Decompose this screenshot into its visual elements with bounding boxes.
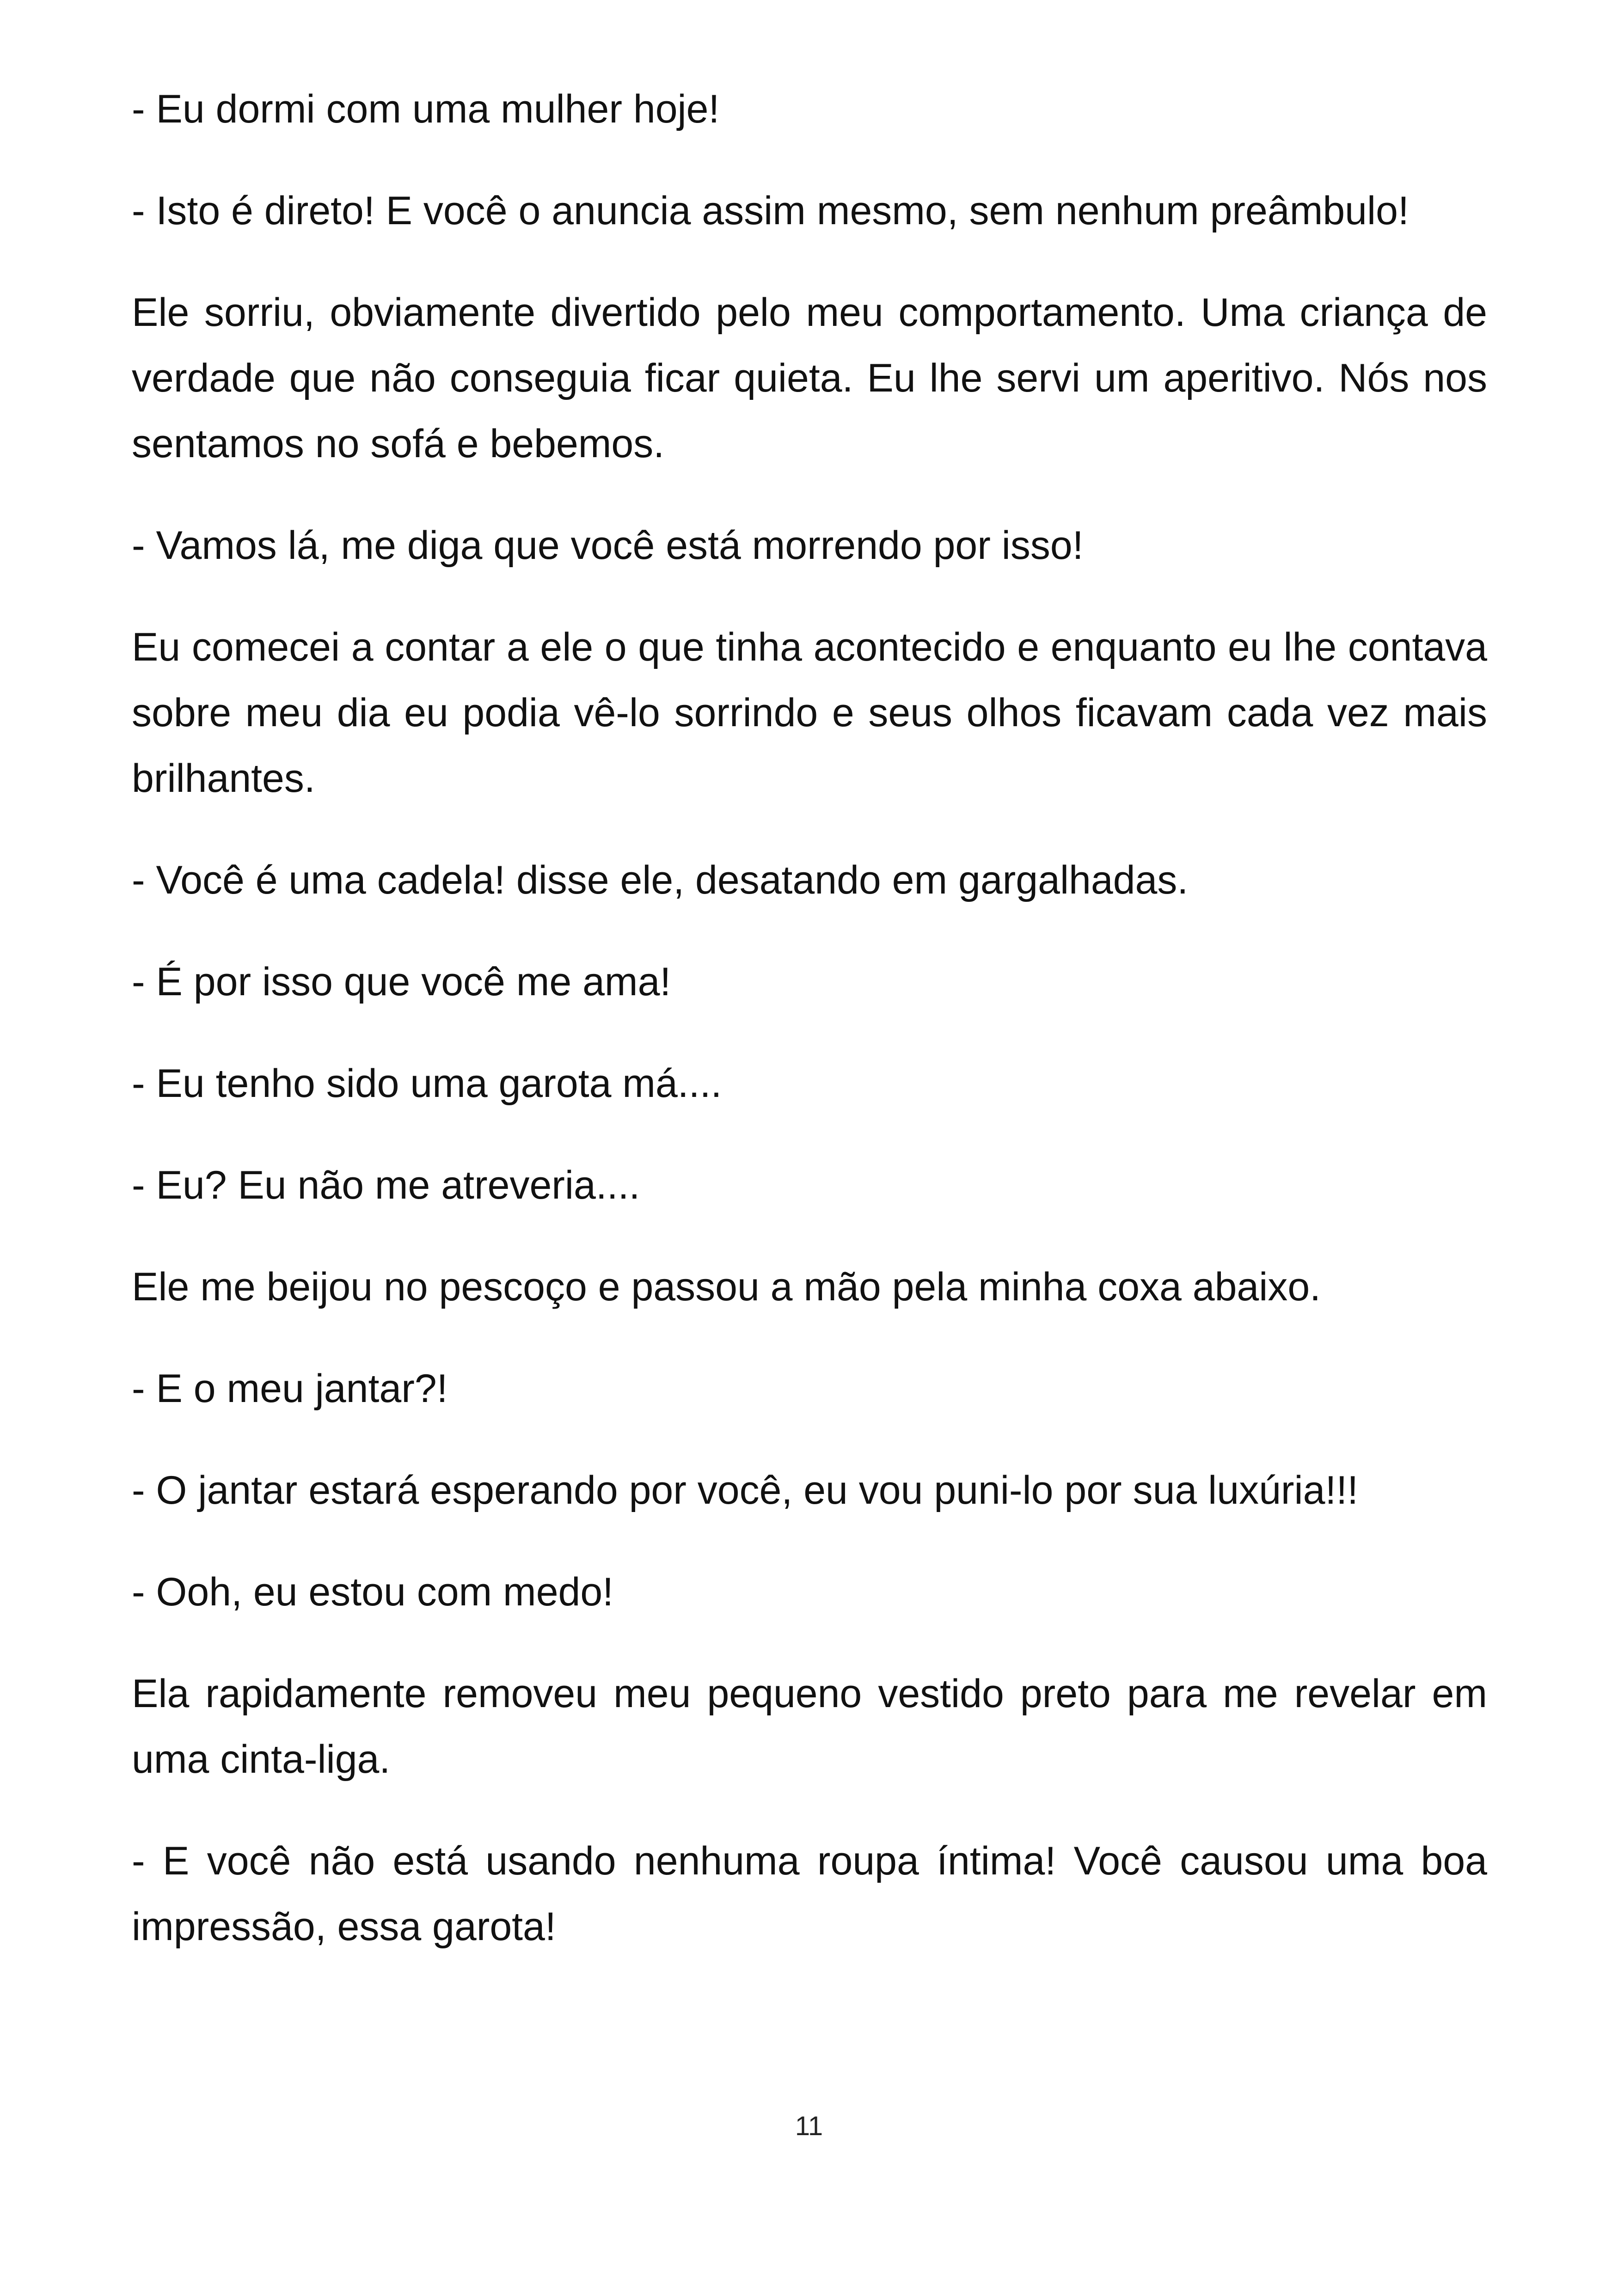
paragraph-15: - E você não está usando nenhuma roupa íntima! Você causou uma boa impressão, essa garota! <box>132 1839 1487 1949</box>
paragraph-4: - Vamos lá, me diga que você está morrendo por isso! <box>132 523 1084 568</box>
paragraph-13: - Ooh, eu estou com medo! <box>132 1570 614 1614</box>
paragraph-3: Ele sorriu, obviamente divertido pelo meu comportamento. Uma criança de verdade que não conseguia ficar quieta. Eu lhe servi um aperitivo. Nós nos sentamos no sofá e bebemos. <box>132 290 1487 466</box>
body-text <box>132 76 1487 1996</box>
paragraph-8: - Eu tenho sido uma garota má.... <box>132 1061 722 1106</box>
paragraph-1: - Eu dormi com uma mulher hoje! <box>132 87 720 131</box>
paragraph-2: - Isto é direto! E você o anuncia assim mesmo, sem nenhum preâmbulo! <box>132 189 1409 233</box>
paragraph-9: - Eu? Eu não me atreveria.... <box>132 1163 640 1207</box>
page-number: 11 <box>795 2111 823 2141</box>
paragraph-12: - O jantar estará esperando por você, eu vou puni-lo por sua luxúria!!! <box>132 1468 1359 1512</box>
paragraph-6: - Você é uma cadela! disse ele, desatando em gargalhadas. <box>132 858 1189 902</box>
paragraph-11: - E o meu jantar?! <box>132 1366 448 1411</box>
paragraph-5: Eu comecei a contar a ele o que tinha acontecido e enquanto eu lhe contava sobre meu dia eu podia vê-lo sorrindo e seus olhos ficavam cada vez mais brilhantes. <box>132 625 1487 801</box>
paragraph-7: - É por isso que você me ama! <box>132 960 671 1004</box>
paragraph-14: Ela rapidamente removeu meu pequeno vestido preto para me revelar em uma cinta-liga. <box>132 1671 1487 1782</box>
paragraph-10: Ele me beijou no pescoço e passou a mão pela minha coxa abaixo. <box>132 1265 1321 1309</box>
